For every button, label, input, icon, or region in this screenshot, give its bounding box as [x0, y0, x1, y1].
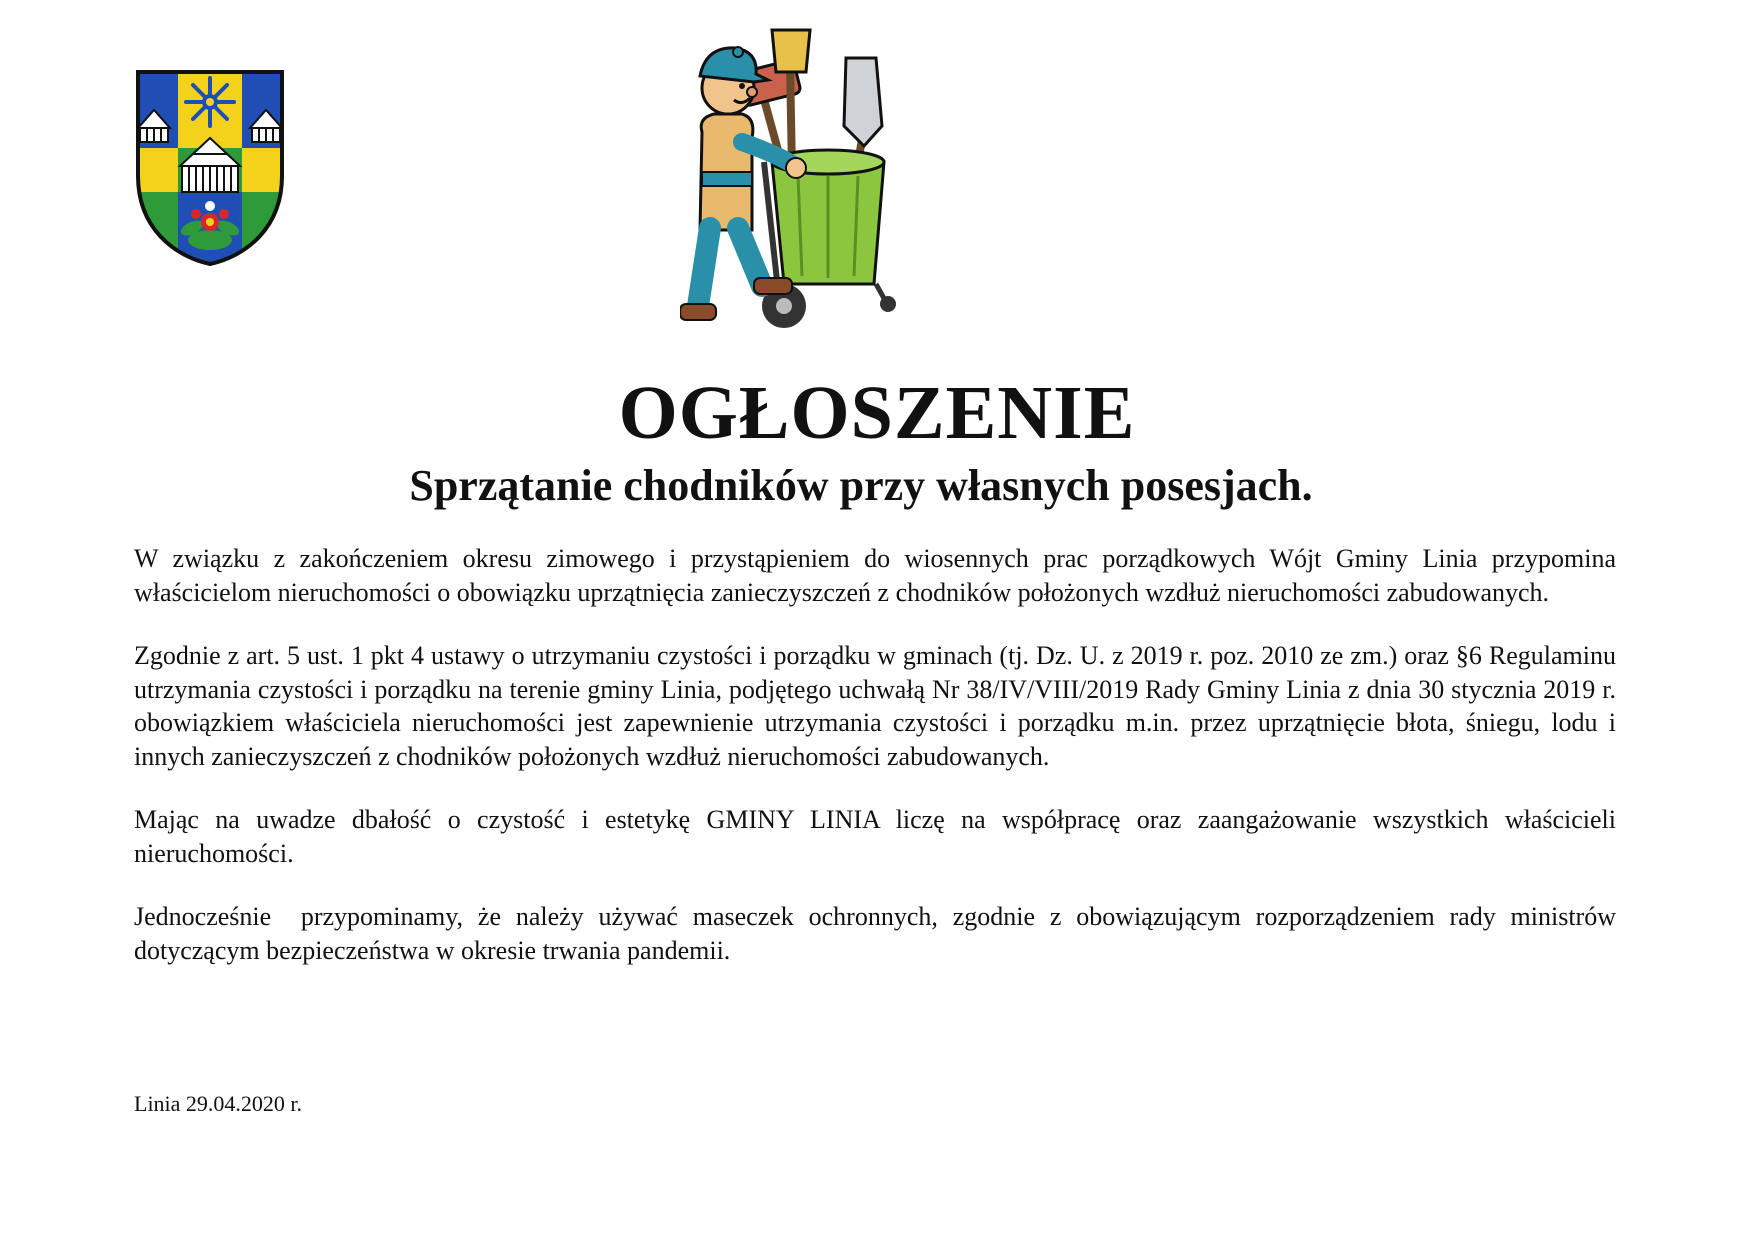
announcement-subtitle: Sprzątanie chodników przy własnych posesjach.: [409, 461, 1313, 510]
coat-of-arms-icon: [134, 68, 286, 268]
announcement-title: OGŁOSZENIE: [618, 371, 1136, 455]
street-sweeper-icon: [680, 22, 980, 334]
body-paragraph-1: W związku z zakończeniem okresu zimowego i przystąpieniem do wiosennych prac porządkowych Wójt Gminy Linia przypomina właścicielom nieruchomości o obowiązku uprzątnięcia zanieczyszczeń z chodników położonych wzdłuż nieruchomości zabudowanych.: [134, 544, 1623, 607]
date-line: Linia 29.04.2020 r.: [134, 1091, 303, 1116]
body-paragraph-4: Jednocześnie przypominamy, że należy używać maseczek ochronnych, zgodnie z obowiązującym rozporządzeniem rady ministrów dotyczącym bezpieczeństwa w okresie trwania pandemii.: [134, 902, 1623, 965]
body-paragraph-2: Zgodnie z art. 5 ust. 1 pkt 4 ustawy o utrzymaniu czystości i porządku w gminach (tj. Dz. U. z 2019 r. poz. 2010 ze zm.) oraz §6 Regulaminu utrzymania czystości i porządku na terenie gminy Linia, podjętego uchwałą Nr 38/IV/VIII/2019 Rady Gminy Linia z dnia 30 stycznia 2019 r. obowiązkiem właściciela nieruchomości jest zapewnienie utrzymania czystości i porządku m.in. przez uprzątnięcie błota, śniegu, lodu i innych zanieczyszczeń z chodników położonych wzdłuż nieruchomości zabudowanych.: [134, 641, 1623, 771]
body-paragraph-3: Mając na uwadze dbałość o czystość i estetykę GMINY LINIA liczę na współpracę oraz zaangażowanie wszystkich właścicieli nieruchomości.: [134, 805, 1623, 868]
announcement-body: [134, 542, 1623, 997]
